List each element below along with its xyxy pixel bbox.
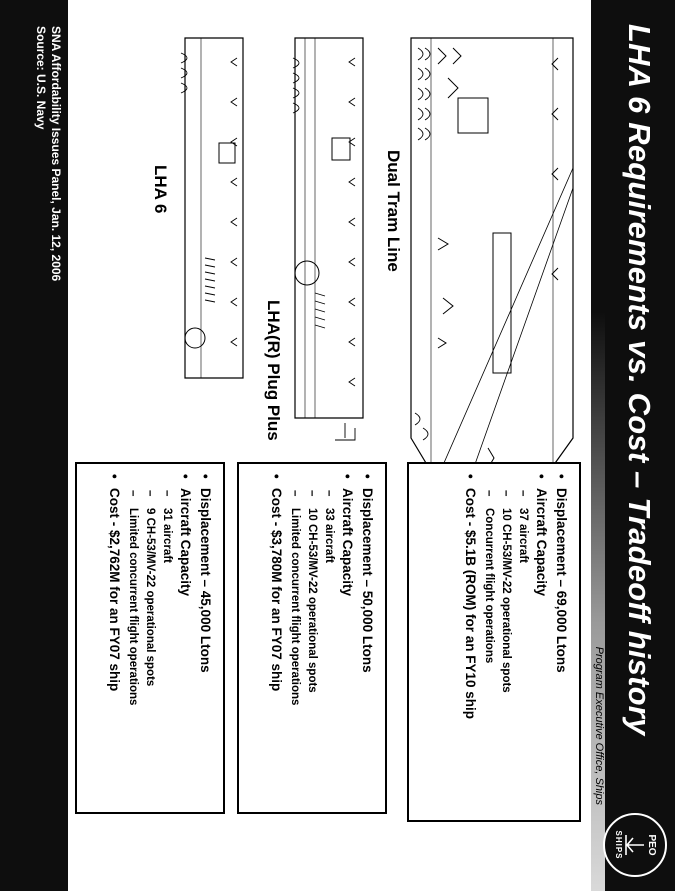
list-item: – 33 aircraft xyxy=(320,474,337,802)
lha6-ship-drawing xyxy=(173,18,255,398)
list-item: – Limited concurrent flight operations xyxy=(124,474,141,802)
dual-tram-line-ship-drawing xyxy=(403,18,583,518)
capacity-label-lhar-plug-plus: • Aircraft Capacity xyxy=(337,474,357,802)
logo-top-text: PEO xyxy=(646,834,657,856)
displacement-lhar-plug-plus: • Displacement – 50,000 Ltons xyxy=(357,474,377,802)
list-item: – 10 CH-53/MV-22 operational spots xyxy=(303,474,320,802)
spec-box-dual-tram-line xyxy=(407,462,581,822)
list-item: – Concurrent flight operations xyxy=(480,474,497,810)
displacement-dual-tram-line: • Displacement – 69,000 Ltons xyxy=(551,474,571,810)
spec-box-lhar-plug-plus xyxy=(237,462,387,814)
list-item: – 37 aircraft xyxy=(514,474,531,810)
caption-dual-tram-line: Dual Tram Line xyxy=(384,150,403,272)
ship-emblem-icon xyxy=(623,833,645,857)
peo-ships-logo xyxy=(603,813,667,877)
caption-lhar-plug-plus: LHA(R) Plug Plus xyxy=(264,300,283,441)
footer-line-2: Source: U.S. Navy xyxy=(34,26,48,130)
lhar-plug-plus-ship-drawing xyxy=(283,18,375,448)
slide-title: LHA 6 Requirements vs. Cost – Tradeoff history xyxy=(622,24,657,736)
list-item: – 31 aircraft xyxy=(158,474,175,802)
list-item: – 10 CH-53/MV-22 operational spots xyxy=(497,474,514,810)
list-item: – 9 CH-53/MV-22 operational spots xyxy=(141,474,158,802)
spec-box-lha6 xyxy=(75,462,225,814)
caption-lha6: LHA 6 xyxy=(151,165,170,214)
capacity-label-lha6: • Aircraft Capacity xyxy=(175,474,195,802)
footer-line-1: SNA Affordability Issues Panel, Jan. 12, 2006 xyxy=(49,26,63,282)
slide-subtitle: Program Executive Office, Ships xyxy=(593,646,605,805)
displacement-lha6: • Displacement – 45,000 Ltons xyxy=(195,474,215,802)
cost-lhar-plug-plus: • Cost - $3,780M for an FY07 ship xyxy=(266,474,286,802)
cost-dual-tram-line: • Cost - $5.1B (ROM) for an FY10 ship xyxy=(460,474,480,810)
capacity-label-dual-tram-line: • Aircraft Capacity xyxy=(531,474,551,810)
cost-lha6: • Cost - $2,762M for an FY07 ship xyxy=(104,474,124,802)
logo-bottom-text: SHIPS xyxy=(614,830,623,860)
footer-source xyxy=(33,26,63,281)
list-item: – Limited concurrent flight operations xyxy=(286,474,303,802)
